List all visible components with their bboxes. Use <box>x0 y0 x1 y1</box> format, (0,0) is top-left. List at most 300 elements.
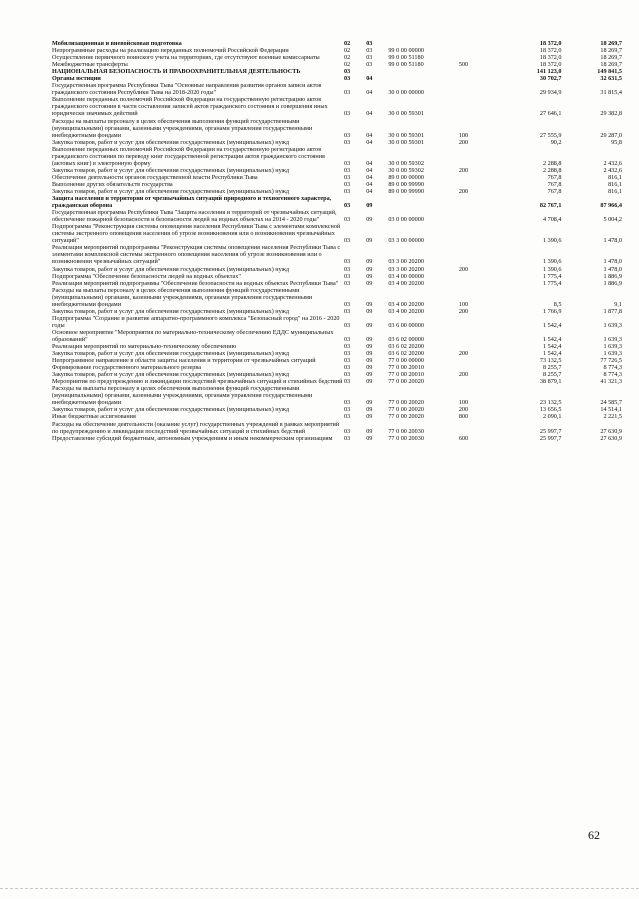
row-name: Выполнение других обязательств государства <box>52 180 173 188</box>
row-amount-year-2: 2 432,6 <box>603 159 622 167</box>
row-subsection-code: 09 <box>366 399 373 407</box>
row-subsection-code: 09 <box>366 357 373 365</box>
row-amount-year-1: 73 132,5 <box>539 357 562 365</box>
row-expense-type-code <box>459 40 497 47</box>
row-expense-type-code <box>459 421 497 435</box>
row-amount-year-1: 1 390,6 <box>542 237 562 245</box>
row-name: Закупка товаров, работ и услуг для обеспечения государственных (муниципальных) нужд <box>52 371 290 379</box>
row-name: Государственная программа Республики Тыва "Защита населения и территорий от чрезвычайных ситуаций, обеспечение пожарной безопасности и безопасности людей на водных объектах на 2014 - 2020 годы" <box>52 209 337 224</box>
row-target-article-code: 89 0 00 99990 <box>388 180 424 188</box>
row-expense-type-code: 200 <box>458 166 469 174</box>
row-target-article-code: 77 0 00 20030 <box>388 427 424 435</box>
row-expense-type-code: 100 <box>458 300 469 308</box>
table-row <box>52 385 622 406</box>
row-name: Закупка товаров, работ и услуг для обеспечения государственных (муниципальных) нужд <box>52 350 290 358</box>
row-section-code: 03 <box>344 364 351 372</box>
row-target-article-code: 77 0 00 20020 <box>388 406 424 414</box>
row-name: Непрограммные расходы на реализацию переданных полномочий Российской Федерации <box>52 47 289 55</box>
row-amount-year-2: 29 382,8 <box>600 110 622 118</box>
row-target-article-code: 03 4 00 20200 <box>388 279 424 287</box>
row-section-code: 03 <box>344 202 351 210</box>
row-amount-year-1: 1 775,4 <box>542 279 562 287</box>
row-subsection-code: 09 <box>366 335 373 343</box>
row-subsection-code: 04 <box>366 110 373 118</box>
table-row <box>52 244 622 265</box>
row-section-code: 03 <box>344 427 351 435</box>
row-expense-type-code <box>459 244 497 265</box>
row-section-code: 03 <box>344 258 351 266</box>
table-row <box>52 40 622 47</box>
row-amount-year-2: 816,1 <box>608 173 622 181</box>
row-subsection-code: 09 <box>366 350 373 358</box>
row-amount-year-2: 2 432,6 <box>603 166 622 174</box>
row-target-article-code: 89 0 00 99990 <box>388 187 424 195</box>
row-amount-year-2: 8 774,3 <box>603 364 622 372</box>
row-expense-type-code: 200 <box>458 406 469 414</box>
row-target-article-code: 77 0 00 20020 <box>388 399 424 407</box>
row-expense-type-code <box>459 75 497 82</box>
row-amount-year-2: 18 269,7 <box>600 61 622 69</box>
row-expense-type-code <box>459 357 497 364</box>
row-subsection-code: 04 <box>366 131 373 139</box>
row-section-code: 03 <box>344 335 351 343</box>
row-name: Мероприятия по предупреждению и ликвидации последствий чрезвычайных ситуаций и стихийных бедствий <box>52 378 343 386</box>
table-row <box>52 139 622 146</box>
row-expense-type-code: 200 <box>458 350 469 358</box>
row-amount-year-2: 1 877,8 <box>603 307 622 315</box>
row-amount-year-1: 1 390,6 <box>542 258 562 266</box>
row-expense-type-code <box>459 209 497 223</box>
row-subsection-code: 09 <box>366 321 373 329</box>
row-expense-type-code <box>459 54 497 61</box>
row-amount-year-2: 32 631,5 <box>600 75 622 83</box>
row-amount-year-2: 9,1 <box>614 300 622 308</box>
row-expense-type-code <box>459 273 497 280</box>
row-target-article-code: 03 3 00 20200 <box>388 258 424 266</box>
row-target-article-code: 99 0 00 51180 <box>388 54 424 62</box>
row-expense-type-code: 100 <box>458 399 469 407</box>
row-section-code: 03 <box>344 343 351 351</box>
row-amount-year-2: 816,1 <box>608 187 622 195</box>
row-expense-type-code <box>459 146 497 167</box>
row-name: Государственная программа Республики Тыва "Основные направления развития органов записи актов гражданского состояния Республики Тыва на 2018-2020 годы" <box>52 82 322 97</box>
row-expense-type-code <box>459 47 497 54</box>
row-subsection-code <box>366 68 388 75</box>
row-name: Реализация мероприятий подпрограммы "Обеспечение безопасности на водных объектах Республики Тыва" <box>52 279 339 287</box>
table-row <box>52 75 622 82</box>
row-section-code: 03 <box>344 321 351 329</box>
row-section-code: 03 <box>344 272 351 280</box>
table-row <box>52 280 622 287</box>
row-section-code: 03 <box>344 159 351 167</box>
table-row <box>52 421 622 435</box>
table-row <box>52 146 622 167</box>
row-amount-year-2: 24 585,7 <box>600 399 622 407</box>
row-target-article-code: 03 0 00 00000 <box>388 216 424 224</box>
row-amount-year-1: 1 542,4 <box>542 321 562 329</box>
row-target-article-code <box>388 40 458 47</box>
row-expense-type-code <box>459 195 497 209</box>
row-expense-type-code: 200 <box>458 371 469 379</box>
row-name: Реализация мероприятий по материально-техническому обеспечению <box>52 343 237 351</box>
row-name: Формирование государственного материального резерва <box>52 364 201 372</box>
row-target-article-code: 03 6 02 20200 <box>388 343 424 351</box>
row-amount-year-2: 1 639,3 <box>603 335 622 343</box>
row-subsection-code: 09 <box>366 265 373 273</box>
row-target-article-code: 03 4 00 00000 <box>388 272 424 280</box>
table-row <box>52 371 622 378</box>
row-subsection-code: 09 <box>366 371 373 379</box>
row-section-code: 03 <box>344 265 351 273</box>
row-name: Закупка товаров, работ и услуг для обеспечения государственных (муниципальных) нужд <box>52 265 290 273</box>
row-amount-year-1: 2 090,1 <box>542 413 562 421</box>
row-expense-type-code <box>459 329 497 343</box>
row-section-code: 03 <box>344 371 351 379</box>
row-section-code: 03 <box>344 399 351 407</box>
row-section-code: 03 <box>344 166 351 174</box>
row-amount-year-2: 27 630,9 <box>600 434 622 442</box>
row-target-article-code: 77 0 00 00000 <box>388 357 424 365</box>
row-section-code: 02 <box>344 47 351 55</box>
table-row <box>52 223 622 244</box>
row-expense-type-code: 800 <box>458 413 469 421</box>
table-row <box>52 287 622 308</box>
row-amount-year-2: 1 639,3 <box>603 343 622 351</box>
table-row <box>52 435 622 442</box>
row-name: Обеспечение деятельности органов государственной власти Республики Тыва <box>52 173 258 181</box>
row-target-article-code: 30 0 00 59302 <box>388 159 424 167</box>
row-name: Подпрограмма "Реконструкция системы оповещения населения Республики Тыва с элементами комплексной системы экстренного оповещения населения об угрозе возникновения или о возникновении чрезвычайных ситуаций" <box>52 223 341 245</box>
row-amount-year-1: 30 702,7 <box>539 75 562 83</box>
row-amount-year-2: 14 514,1 <box>600 406 622 414</box>
row-section-code: 03 <box>344 216 351 224</box>
row-amount-year-1: 141 123,0 <box>536 68 562 76</box>
row-name: Органы юстиции <box>52 75 101 83</box>
row-name: Предоставление субсидий бюджетным, автономным учреждениям и иным некоммерческим организациям <box>52 434 333 442</box>
row-target-article-code: 03 4 00 20200 <box>388 300 424 308</box>
row-section-code: 03 <box>344 434 351 442</box>
row-amount-year-1: 23 132,5 <box>539 399 562 407</box>
row-target-article-code: 03 3 00 20200 <box>388 265 424 273</box>
table-row <box>52 167 622 174</box>
row-target-article-code: 30 0 00 59301 <box>388 138 424 146</box>
row-subsection-code: 09 <box>366 378 373 386</box>
row-subsection-code: 09 <box>366 272 373 280</box>
table-row <box>52 61 622 68</box>
row-section-code: 03 <box>344 89 351 97</box>
row-amount-year-1: 8,5 <box>553 300 562 308</box>
row-target-article-code: 03 3 00 00000 <box>388 237 424 245</box>
row-amount-year-2: 18 269,7 <box>600 47 622 55</box>
page-number: 62 <box>588 828 600 842</box>
row-amount-year-1: 25 997,7 <box>539 434 562 442</box>
table-row <box>52 54 622 61</box>
row-expense-type-code <box>459 280 497 287</box>
row-section-code: 03 <box>344 131 351 139</box>
row-target-article-code: 99 0 00 51180 <box>388 61 424 69</box>
row-subsection-code: 09 <box>366 343 373 351</box>
row-target-article-code: 77 0 00 20020 <box>388 378 424 386</box>
row-subsection-code: 03 <box>366 61 373 69</box>
row-amount-year-1: 18 372,0 <box>539 61 562 69</box>
row-target-article-code: 03 6 02 00000 <box>388 335 424 343</box>
row-amount-year-2: 29 287,0 <box>600 131 622 139</box>
table-row <box>52 266 622 273</box>
row-amount-year-2: 816,1 <box>608 180 622 188</box>
row-amount-year-1: 38 879,1 <box>539 378 562 386</box>
row-section-code: 02 <box>344 40 351 47</box>
row-amount-year-2: 1 639,3 <box>603 350 622 358</box>
row-amount-year-2: 77 726,5 <box>600 357 622 365</box>
row-amount-year-2: 41 321,3 <box>600 378 622 386</box>
table-row <box>52 406 622 413</box>
row-section-code: 03 <box>344 138 351 146</box>
row-expense-type-code <box>459 68 497 75</box>
row-target-article-code: 99 0 00 00000 <box>388 47 424 55</box>
row-subsection-code: 04 <box>366 187 373 195</box>
row-subsection-code: 09 <box>366 307 373 315</box>
row-amount-year-2: 18 269,7 <box>600 40 622 47</box>
row-name: Закупка товаров, работ и услуг для обеспечения государственных (муниципальных) нужд <box>52 406 290 414</box>
row-target-article-code: 03 6 00 00000 <box>388 321 424 329</box>
row-name: НАЦИОНАЛЬНАЯ БЕЗОПАСНОСТЬ И ПРАВООХРАНИТЕЛЬНАЯ ДЕЯТЕЛЬНОСТЬ <box>52 68 301 76</box>
row-name: Иные бюджетные ассигнования <box>52 413 136 421</box>
row-name: Защита населения и территории от чрезвычайных ситуаций природного и техногенного характера, гражданская оборона <box>52 195 332 210</box>
row-subsection-code: 09 <box>366 258 373 266</box>
row-name: Закупка товаров, работ и услуг для обеспечения государственных (муниципальных) нужд <box>52 138 290 146</box>
row-amount-year-2: 1 478,0 <box>603 265 622 273</box>
row-expense-type-code <box>459 343 497 350</box>
row-subsection-code: 04 <box>366 180 373 188</box>
row-target-article-code: 03 6 02 20200 <box>388 350 424 358</box>
row-subsection-code: 03 <box>366 54 373 62</box>
row-name: Расходы на выплаты персоналу в целях обеспечения выполнения функций государственными (муниципальными) органами, казенными учреждениями, органами управления государственными внебюджетными фондами <box>52 286 313 308</box>
row-section-code: 03 <box>344 300 351 308</box>
row-subsection-code: 04 <box>366 138 373 146</box>
row-target-article-code: 30 0 00 59301 <box>388 131 424 139</box>
row-section-code: 03 <box>344 406 351 414</box>
row-expense-type-code <box>459 96 497 117</box>
table-row <box>52 47 622 54</box>
row-section-code: 03 <box>344 357 351 365</box>
row-expense-type-code <box>459 378 497 385</box>
row-expense-type-code: 200 <box>458 265 469 273</box>
row-name: Межбюджетные трансферты <box>52 61 128 69</box>
row-amount-year-2: 18 269,7 <box>600 54 622 62</box>
row-subsection-code: 04 <box>366 89 373 97</box>
row-amount-year-2: 5 004,2 <box>603 216 622 224</box>
table-row <box>52 350 622 357</box>
row-amount-year-1: 90,2 <box>550 138 562 146</box>
row-name: Мобилизационная и вневойсковая подготовка <box>52 40 182 47</box>
row-amount-year-2: 1 639,3 <box>603 321 622 329</box>
row-target-article-code: 89 0 00 00000 <box>388 173 424 181</box>
row-name: Основное мероприятие "Мероприятия по материально-техническому обеспечению ЕДДС муниципальных образований" <box>52 328 334 343</box>
row-name: Закупка товаров, работ и услуг для обеспечения государственных (муниципальных) нужд <box>52 187 290 195</box>
row-section-code: 03 <box>344 187 351 195</box>
row-subsection-code: 09 <box>366 427 373 435</box>
row-expense-type-code <box>459 174 497 181</box>
row-amount-year-1: 82 767,1 <box>539 202 562 210</box>
row-amount-year-2: 1 478,0 <box>603 258 622 266</box>
table-row <box>52 413 622 420</box>
row-subsection-code: 09 <box>366 202 373 210</box>
row-expense-type-code <box>459 364 497 371</box>
row-section-code: 02 <box>344 61 351 69</box>
row-expense-type-code: 200 <box>458 307 469 315</box>
row-target-article-code: 77 0 00 20020 <box>388 413 424 421</box>
table-row <box>52 273 622 280</box>
row-amount-year-2: 1 886,9 <box>603 279 622 287</box>
row-subsection-code: 09 <box>366 216 373 224</box>
row-amount-year-1: 8 255,7 <box>542 371 562 379</box>
table-row <box>52 308 622 315</box>
table-row <box>52 181 622 188</box>
row-section-code: 03 <box>344 413 351 421</box>
table-row <box>52 174 622 181</box>
row-expense-type-code <box>459 315 497 329</box>
row-name: Закупка товаров, работ и услуг для обеспечения государственных (муниципальных) нужд <box>52 166 290 174</box>
table-row <box>52 329 622 343</box>
row-amount-year-1: 1 542,4 <box>542 335 562 343</box>
row-subsection-code: 09 <box>366 413 373 421</box>
row-target-article-code <box>388 195 458 209</box>
row-amount-year-1: 18 372,0 <box>539 40 562 47</box>
table-row <box>52 195 622 209</box>
table-row <box>52 315 622 329</box>
row-expense-type-code <box>459 82 497 96</box>
row-subsection-code: 04 <box>366 75 373 83</box>
row-subsection-code: 09 <box>366 279 373 287</box>
row-subsection-code: 09 <box>366 300 373 308</box>
row-section-code: 03 <box>344 173 351 181</box>
table-row <box>52 357 622 364</box>
row-amount-year-2: 1 886,9 <box>603 272 622 280</box>
table-row <box>52 343 622 350</box>
row-amount-year-1: 767,8 <box>547 180 562 188</box>
row-section-code: 03 <box>344 279 351 287</box>
row-target-article-code <box>388 75 458 82</box>
table-row <box>52 209 622 223</box>
row-name: Реализация мероприятий подпрограммы "Реконструкция системы оповещения населения Республики Тыва с элементами комплексной системы экстренного оповещения населения об угрозе возникновения или о возникновении чрезвычайных ситуаций" <box>52 244 341 266</box>
row-expense-type-code: 500 <box>458 61 469 69</box>
row-subsection-code: 09 <box>366 364 373 372</box>
table-row <box>52 96 622 117</box>
row-amount-year-2: 149 841,5 <box>597 68 622 76</box>
row-amount-year-1: 2 288,8 <box>542 159 562 167</box>
row-target-article-code: 03 4 00 20200 <box>388 307 424 315</box>
scan-edge-line <box>0 888 639 889</box>
row-name: Выполнение переданных полномочий Российской Федерации на государственную регистрацию актов гражданского состояния по переводу книг государственной регистрации актов гражданского состояния (актовых книг) в электронную форму <box>52 145 325 167</box>
row-amount-year-1: 4 708,4 <box>542 216 562 224</box>
row-amount-year-2: 31 815,4 <box>600 89 622 97</box>
row-section-code: 03 <box>344 180 351 188</box>
row-target-article-code: 77 0 00 20010 <box>388 371 424 379</box>
row-amount-year-1: 767,8 <box>547 187 562 195</box>
row-amount-year-1: 8 255,7 <box>542 364 562 372</box>
row-amount-year-1: 27 646,1 <box>539 110 562 118</box>
row-subsection-code: 04 <box>366 159 373 167</box>
row-amount-year-1: 1 766,9 <box>542 307 562 315</box>
row-expense-type-code <box>459 181 497 188</box>
row-target-article-code: 30 0 00 00000 <box>388 89 424 97</box>
budget-table-body <box>52 40 622 442</box>
row-expense-type-code: 200 <box>458 187 469 195</box>
row-expense-type-code: 100 <box>458 131 469 139</box>
row-name: Закупка товаров, работ и услуг для обеспечения государственных (муниципальных) нужд <box>52 307 290 315</box>
row-amount-year-1: 27 555,9 <box>539 131 562 139</box>
row-amount-year-1: 2 288,8 <box>542 166 562 174</box>
row-amount-year-1: 1 542,4 <box>542 350 562 358</box>
row-subsection-code: 04 <box>366 166 373 174</box>
row-subsection-code: 09 <box>366 237 373 245</box>
row-amount-year-2: 8 774,3 <box>603 371 622 379</box>
row-target-article-code: 77 0 00 20010 <box>388 364 424 372</box>
row-name: Осуществление первичного воинского учета на территориях, где отсутствуют военные комиссариаты <box>52 54 320 62</box>
table-row <box>52 118 622 139</box>
row-amount-year-1: 29 934,9 <box>539 89 562 97</box>
row-section-code: 03 <box>344 68 351 76</box>
row-amount-year-2: 95,8 <box>611 138 622 146</box>
table-row <box>52 378 622 385</box>
row-amount-year-1: 767,8 <box>547 173 562 181</box>
row-name: Расходы на обеспечение деятельности (оказание услуг) государственных учреждений в рамках мероприятий по предупреждению и ликвидации последствий чрезвычайных ситуаций и стихийных бедствий <box>52 420 340 435</box>
row-expense-type-code <box>459 223 497 244</box>
table-row <box>52 188 622 195</box>
row-subsection-code: 04 <box>366 173 373 181</box>
row-name: Подпрограмма "Создание и развитие аппаратно-программного комплекса "Безопасный город" на 2016 - 2020 годы <box>52 314 340 329</box>
row-amount-year-1: 1 775,4 <box>542 272 562 280</box>
table-row <box>52 82 622 96</box>
row-name: Расходы на выплаты персоналу в целях обеспечения выполнения функций государственными (муниципальными) органами, казенными учреждениями, органами управления государственными внебюджетными фондами <box>52 385 313 407</box>
row-section-code: 03 <box>344 237 351 245</box>
row-target-article-code: 30 0 00 59301 <box>388 110 424 118</box>
row-expense-type-code: 200 <box>458 138 469 146</box>
row-amount-year-1: 1 390,6 <box>542 265 562 273</box>
budget-table <box>52 40 622 442</box>
row-name: Выполнение переданных полномочий Российской Федерации на государственную регистрацию актов гражданского состояния в части составления записей актов гражданского состояния и совершения иных юридически значимых действий <box>52 96 328 118</box>
row-amount-year-2: 27 630,9 <box>600 427 622 435</box>
row-subsection-code: 09 <box>366 434 373 442</box>
row-subsection-code: 03 <box>366 40 373 47</box>
row-section-code: 03 <box>344 307 351 315</box>
row-amount-year-1: 25 997,7 <box>539 427 562 435</box>
row-amount-year-2: 1 478,0 <box>603 237 622 245</box>
row-name: Непрограммное направление в области защиты населения и территории от чрезвычайных ситуаций <box>52 357 316 365</box>
row-name: Подпрограмма "Обеспечение безопасности людей на водных объектах" <box>52 272 241 280</box>
row-target-article-code: 30 0 00 59302 <box>388 166 424 174</box>
row-target-article-code <box>388 68 458 75</box>
row-section-code: 02 <box>344 54 351 62</box>
table-row <box>52 364 622 371</box>
row-section-code: 03 <box>344 378 351 386</box>
row-expense-type-code: 600 <box>458 434 469 442</box>
row-name: Расходы на выплаты персоналу в целях обеспечения выполнения функций государственными (муниципальными) органами, казенными учреждениями, органами управления государственными внебюджетными фондами <box>52 117 313 139</box>
row-target-article-code: 77 0 00 20030 <box>388 434 424 442</box>
row-subsection-code: 03 <box>366 47 373 55</box>
row-section-code: 03 <box>344 75 351 83</box>
table-row <box>52 68 622 75</box>
row-amount-year-1: 1 542,4 <box>542 343 562 351</box>
row-amount-year-2: 87 966,4 <box>600 202 622 210</box>
row-amount-year-1: 18 372,0 <box>539 54 562 62</box>
row-amount-year-1: 18 372,0 <box>539 47 562 55</box>
row-section-code: 03 <box>344 350 351 358</box>
row-amount-year-2: 2 221,5 <box>603 413 622 421</box>
row-section-code: 03 <box>344 110 351 118</box>
row-subsection-code: 09 <box>366 406 373 414</box>
row-amount-year-1: 13 656,5 <box>539 406 562 414</box>
